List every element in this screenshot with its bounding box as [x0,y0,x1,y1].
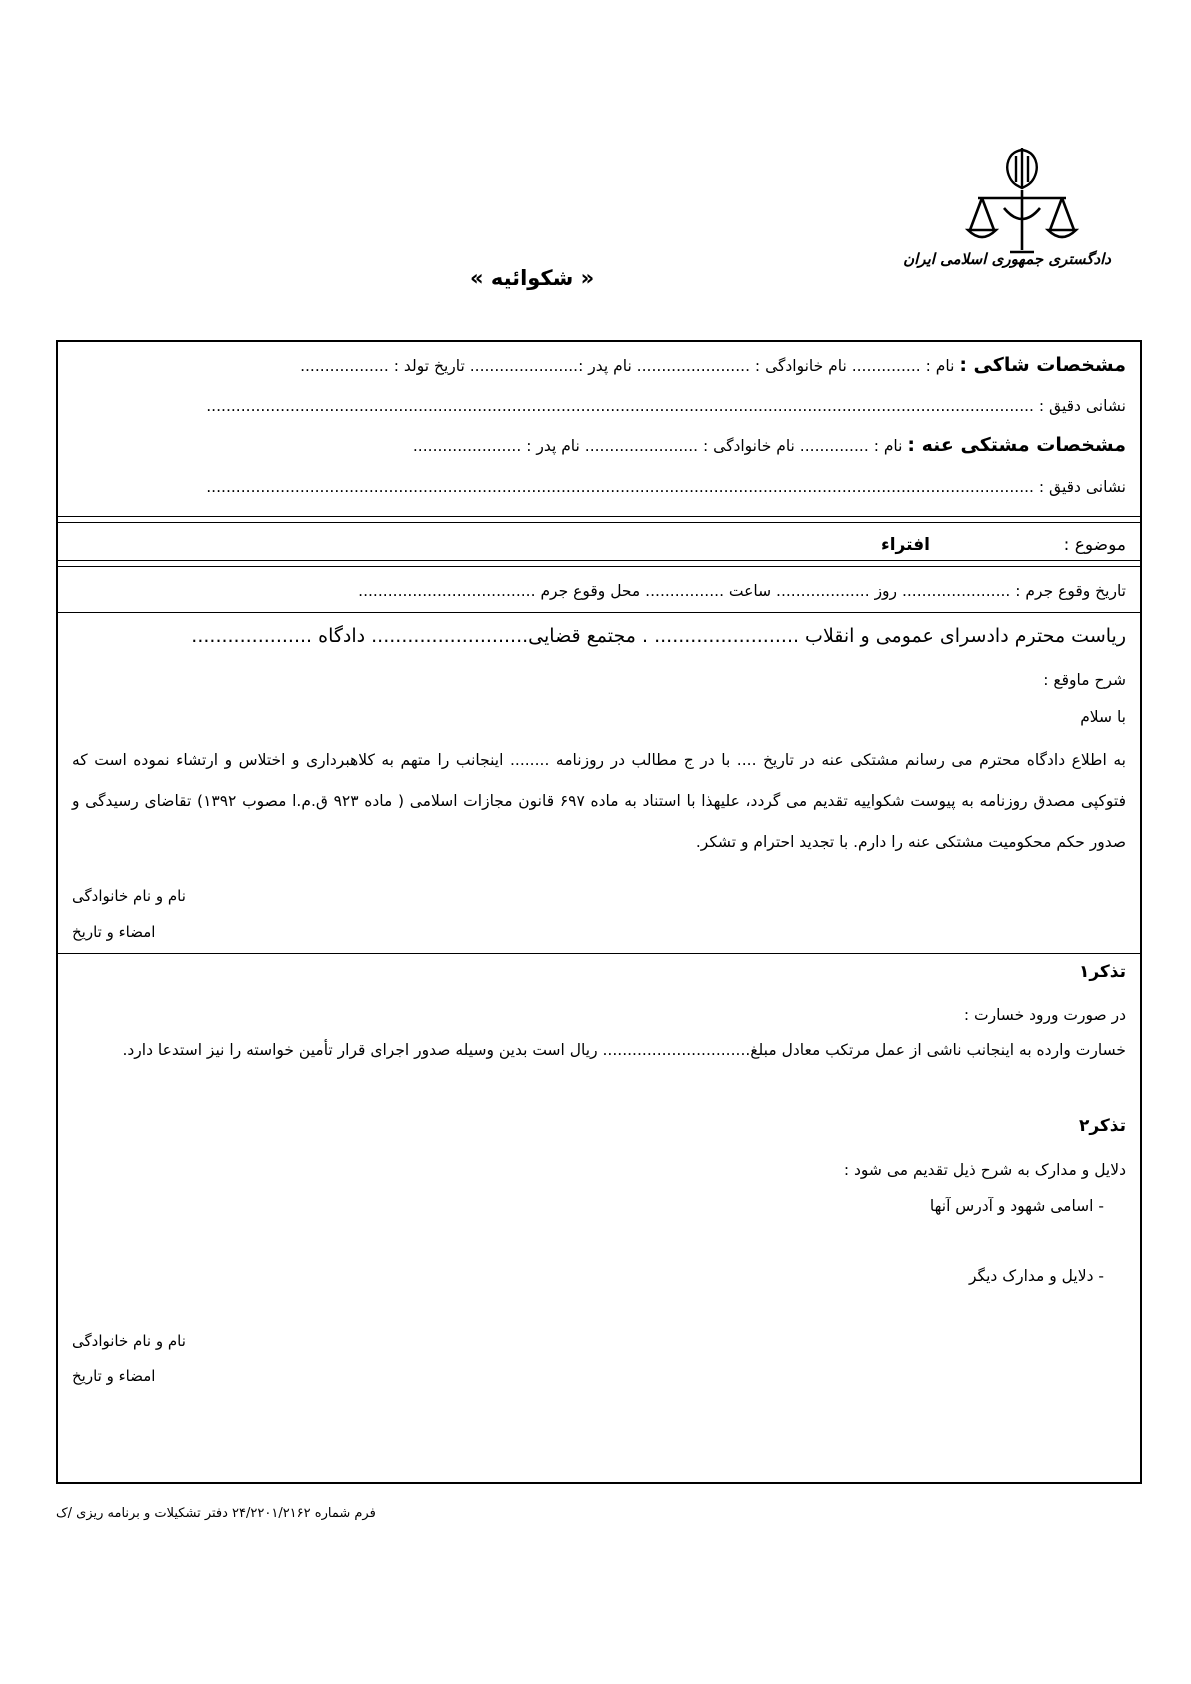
list-item: - دلایل و مدارک دیگر [968,1267,1104,1285]
signature-name-label: نام و نام خانوادگی [72,1332,186,1350]
subject-row [72,535,1126,555]
signature-date-label: امضاء و تاریخ [72,923,156,941]
divider [58,566,1140,567]
document-title: « شکوائیه » [470,266,595,290]
complaint-form-frame [56,340,1142,1484]
list-item: - اسامی شهود و آدرس آنها [929,1197,1104,1215]
complaint-paragraph: به اطلاع دادگاه محترم می رسانم مشتکی عنه در تاریخ .... با در ج مطالب در روزنامه ........ اینجانب را متهم به کلاهبرداری و اختلاس و ارتشاء نموده است که فتوکپی مصدق روزنامه به پیوست شکواییه تقدیم می گردد، علیهذا با استناد به ماده ۶۹۷ قانون مجازات اسلامی ( ماده ۹۲۳ ق.م.ا مصوب ۱۳۹۲) تقاضای رسیدگی و صدور حکم محکومیت مشتکی عنه را دارم. با تجدید احترام و تشکر. [72,751,1126,851]
addressee: ریاست محترم دادسرای عمومی و انقلاب ........................ . مجتمع قضایی.......................... دادگاه .................... [191,625,1126,647]
signature-date-label: امضاء و تاریخ [72,1367,156,1385]
defendant-fields: نام : .............. نام خانوادگی : ....................... نام پدر : ...................... [412,437,903,455]
complainant-label: مشخصات شاکی : [959,354,1126,376]
defendant-label: مشخصات مشتکی عنه : [907,434,1126,456]
subject-value: افتراء [881,535,930,555]
form-number-footer: فرم شماره ۲۴/۲۲۰۱/۲۱۶۲ دفتر تشکیلات و برنامه ریزی /ک [56,1506,376,1521]
defendant-row [72,434,1126,456]
description-label: شرح ماوقع : [1043,671,1126,689]
note-1-title: تذکر۱ [1078,962,1126,982]
complainant-address: نشانی دقیق : ........................................................................................................................................................................ [206,397,1126,415]
divider [58,612,1140,613]
note-2-title: تذکر۲ [1078,1116,1126,1136]
complainant-row [72,354,1126,376]
divider [58,516,1140,517]
judiciary-emblem-icon [960,140,1085,265]
divider [58,953,1140,954]
defendant-address: نشانی دقیق : ........................................................................................................................................................................ [206,478,1126,496]
signature-name-label: نام و نام خانوادگی [72,887,186,905]
divider [58,560,1140,561]
crime-date-row: تاریخ وقوع جرم : ...................... روز ................... ساعت ................ محل وقوع جرم .................................... [358,582,1126,600]
note-1-condition: در صورت ورود خسارت : [963,1006,1126,1024]
divider [58,522,1140,523]
greeting: با سلام [1080,708,1126,726]
complainant-fields: نام : .............. نام خانوادگی : ....................... نام پدر :...................... تاریخ تولد : .................. [300,357,955,375]
organization-name: دادگستری جمهوری اسلامی ایران [903,250,1111,268]
note-2-intro: دلایل و مدارک به شرح ذیل تقدیم می شود : [843,1161,1126,1179]
note-1-text: خسارت وارده به اینجانب ناشی از عمل مرتکب معادل مبلغ.............................. ریال است بدین وسیله صدور اجرای قرار تأمین خواسته را نیز استدعا دارد. [122,1041,1126,1059]
subject-label: موضوع : [1063,535,1126,555]
